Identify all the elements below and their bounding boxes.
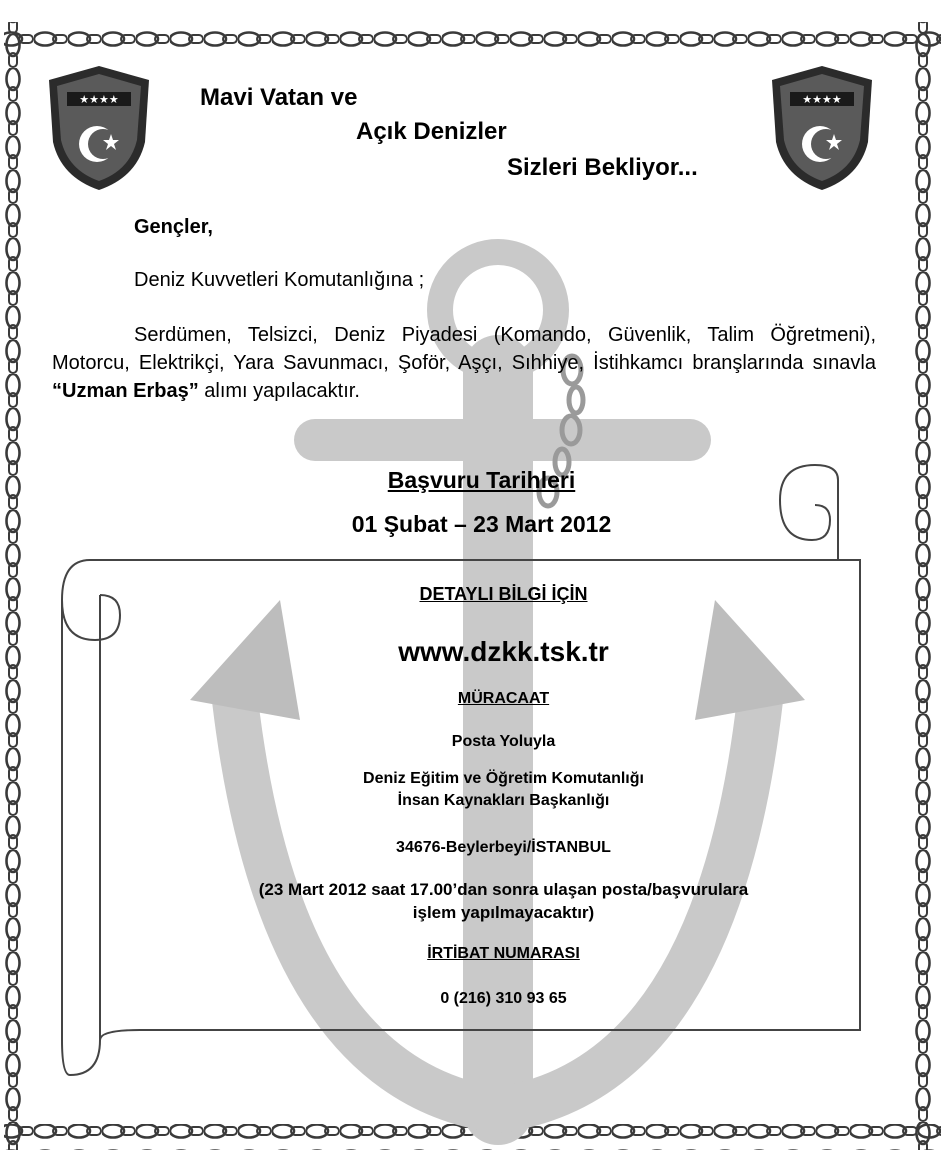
announcement-text: Serdümen, Telsizci, Deniz Piyadesi (Komando, Güvenlik, Talim Öğretmeni), Motorcu, Elektrikçi, Yara Savunmacı, Şoför, Aşçı, Sıhhiye, İstihkamcı branşlarında sınavla	[52, 324, 876, 374]
details-title: DETAYLI BİLGİ İÇİN	[419, 584, 588, 604]
slogan-line-3: Sizleri Bekliyor...	[507, 154, 698, 181]
contact-title: İRTİBAT NUMARASI	[427, 945, 580, 962]
svg-text:★★★★: ★★★★	[79, 93, 119, 106]
deadline-note-cont: işlem yapılmayacaktır)	[412, 903, 595, 922]
slogan-line-2: Açık Denizler	[356, 118, 507, 145]
greeting: Gençler,	[134, 216, 213, 238]
application-method: Posta Yoluyla	[451, 733, 556, 750]
naval-emblem-icon	[768, 62, 876, 194]
announcement-text-end: alımı yapılacaktır.	[198, 380, 360, 402]
application-dates-title: Başvuru Tarihleri	[387, 467, 576, 493]
postal-address: 34676-Beylerbeyi/İSTANBUL	[396, 839, 611, 856]
command-name: Deniz Eğitim ve Öğretim Komutanlığı	[363, 770, 644, 787]
svg-text:★★★★: ★★★★	[802, 93, 842, 106]
addressee: Deniz Kuvvetleri Komutanlığına ;	[134, 269, 425, 291]
department-name: İnsan Kaynakları Başkanlığı	[397, 792, 610, 809]
application-title: MÜRACAAT	[457, 690, 550, 707]
rank-highlight: “Uzman Erbaş”	[52, 380, 199, 402]
application-dates: 01 Şubat – 23 Mart 2012	[351, 511, 612, 537]
contact-phone: 0 (216) 310 93 65	[440, 990, 567, 1007]
website-url: www.dzkk.tsk.tr	[398, 636, 609, 667]
announcement-paragraph	[52, 321, 876, 405]
slogan-line-1: Mavi Vatan ve	[200, 84, 358, 111]
deadline-note: (23 Mart 2012 saat 17.00’dan sonra ulaşan posta/başvurulara	[258, 880, 749, 899]
naval-emblem-icon	[45, 62, 153, 194]
